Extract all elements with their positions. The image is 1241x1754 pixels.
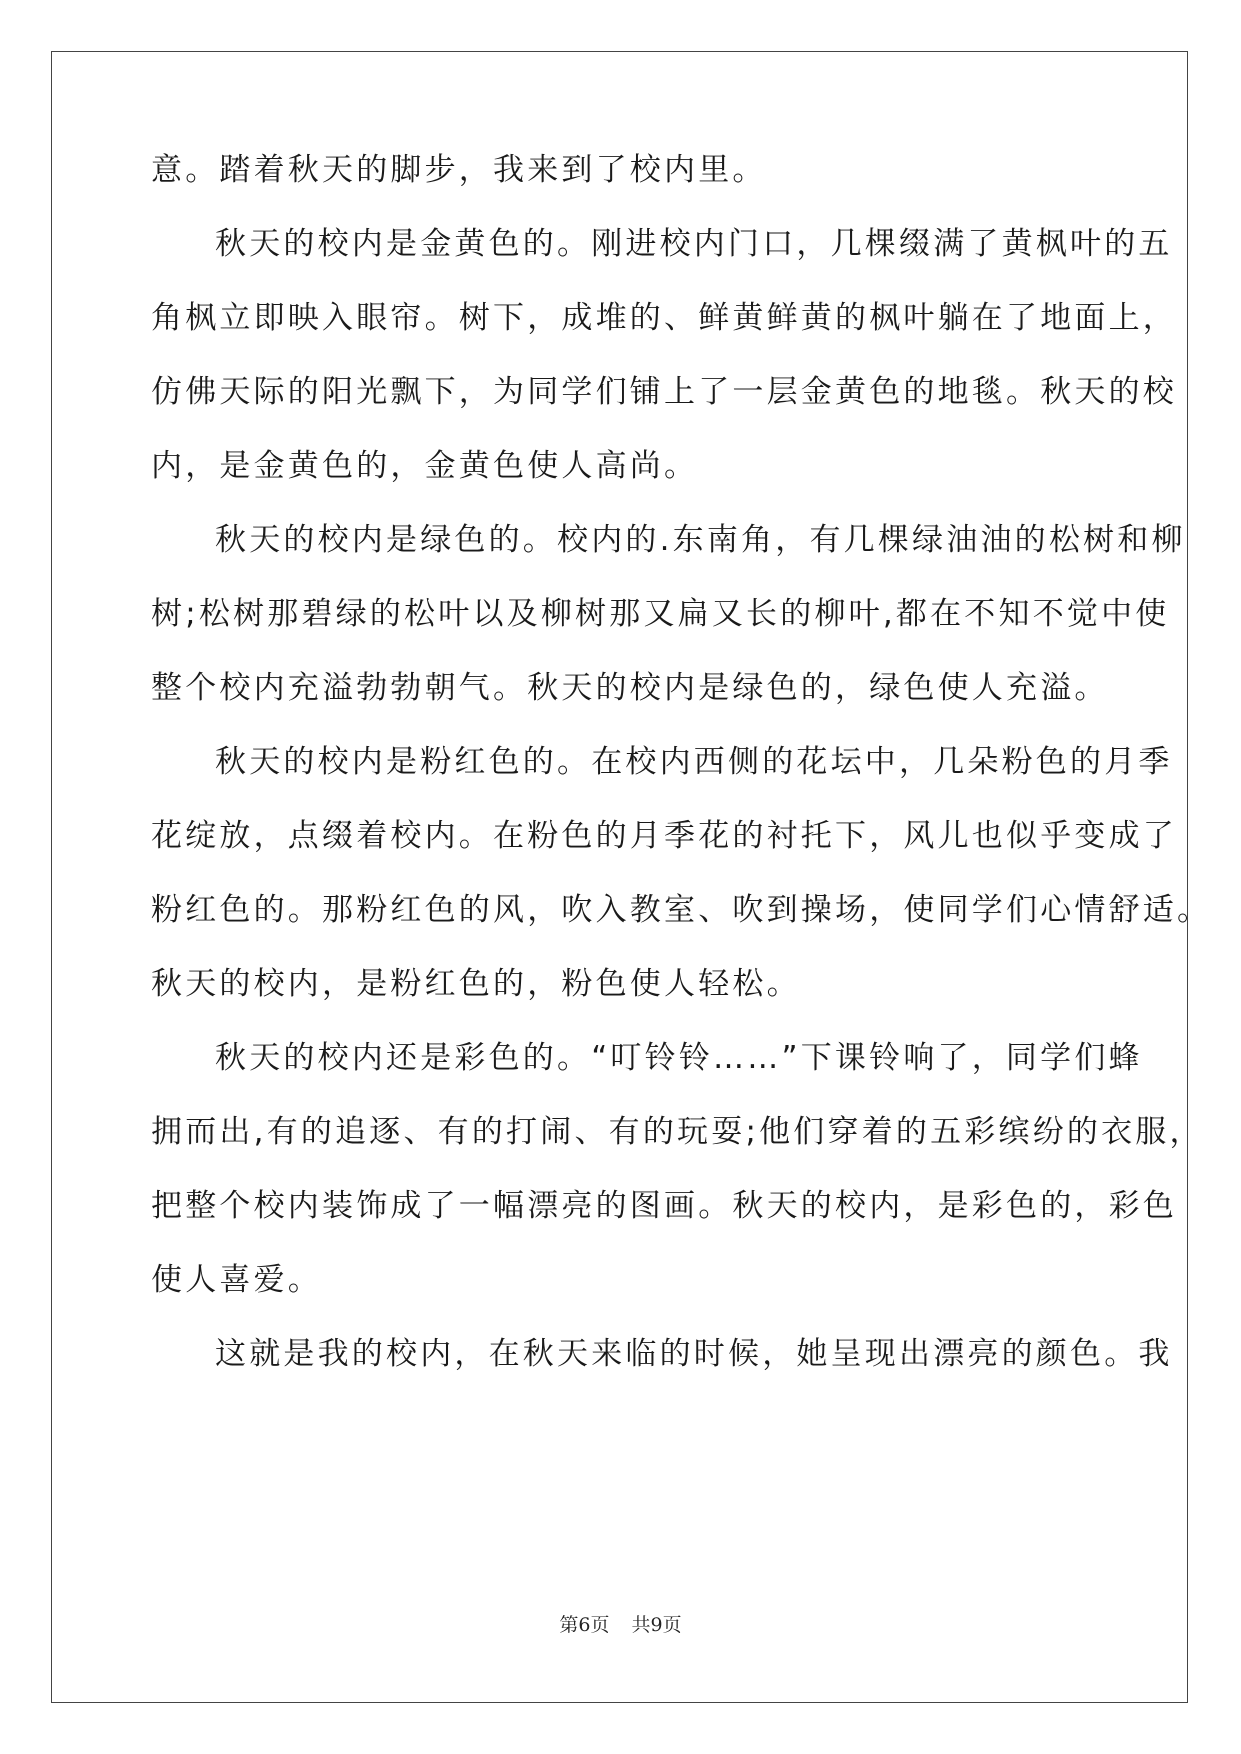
text-line: 角枫立即映入眼帘。树下，成堆的、鲜黄鲜黄的枫叶躺在了地面上， [151, 300, 1177, 336]
page-number-total: 共9页 [631, 1614, 682, 1636]
text-line: 秋天的校内还是彩色的。“叮铃铃……”下课铃响了，同学们蜂 [215, 1040, 1143, 1076]
text-line: 粉红色的。那粉红色的风，吹入教室、吹到操场，使同学们心情舒适。 [151, 892, 1212, 928]
text-line: 仿佛天际的阳光飘下，为同学们铺上了一层金黄色的地毯。秋天的校 [151, 374, 1177, 410]
text-line: 秋天的校内是金黄色的。刚进校内门口，几棵缀满了黄枫叶的五 [215, 226, 1173, 262]
text-line: 秋天的校内是绿色的。校内的.东南角，有几棵绿油油的松树和柳 [215, 522, 1186, 558]
text-line: 拥而出,有的追逐、有的打闹、有的玩耍;他们穿着的五彩缤纷的衣服， [151, 1114, 1204, 1150]
text-line: 把整个校内装饰成了一幅漂亮的图画。秋天的校内，是彩色的，彩色 [151, 1188, 1177, 1224]
text-line: 意。踏着秋天的脚步，我来到了校内里。 [151, 152, 767, 188]
text-line: 这就是我的校内，在秋天来临的时候，她呈现出漂亮的颜色。我 [215, 1336, 1173, 1372]
text-line: 花绽放，点缀着校内。在粉色的月季花的衬托下，风儿也似乎变成了 [151, 818, 1177, 854]
text-line: 秋天的校内是粉红色的。在校内西侧的花坛中，几朵粉色的月季 [215, 744, 1173, 780]
page-number-current: 第6页 [559, 1614, 610, 1636]
text-line: 秋天的校内，是粉红色的，粉色使人轻松。 [151, 966, 801, 1002]
page-footer [0, 1610, 1241, 1637]
text-line: 内，是金黄色的，金黄色使人高尚。 [151, 448, 699, 484]
text-line: 整个校内充溢勃勃朝气。秋天的校内是绿色的，绿色使人充溢。 [151, 670, 1109, 706]
text-line: 树;松树那碧绿的松叶以及柳树那又扁又长的柳叶,都在不知不觉中使 [151, 596, 1170, 632]
text-line: 使人喜爱。 [151, 1262, 322, 1298]
